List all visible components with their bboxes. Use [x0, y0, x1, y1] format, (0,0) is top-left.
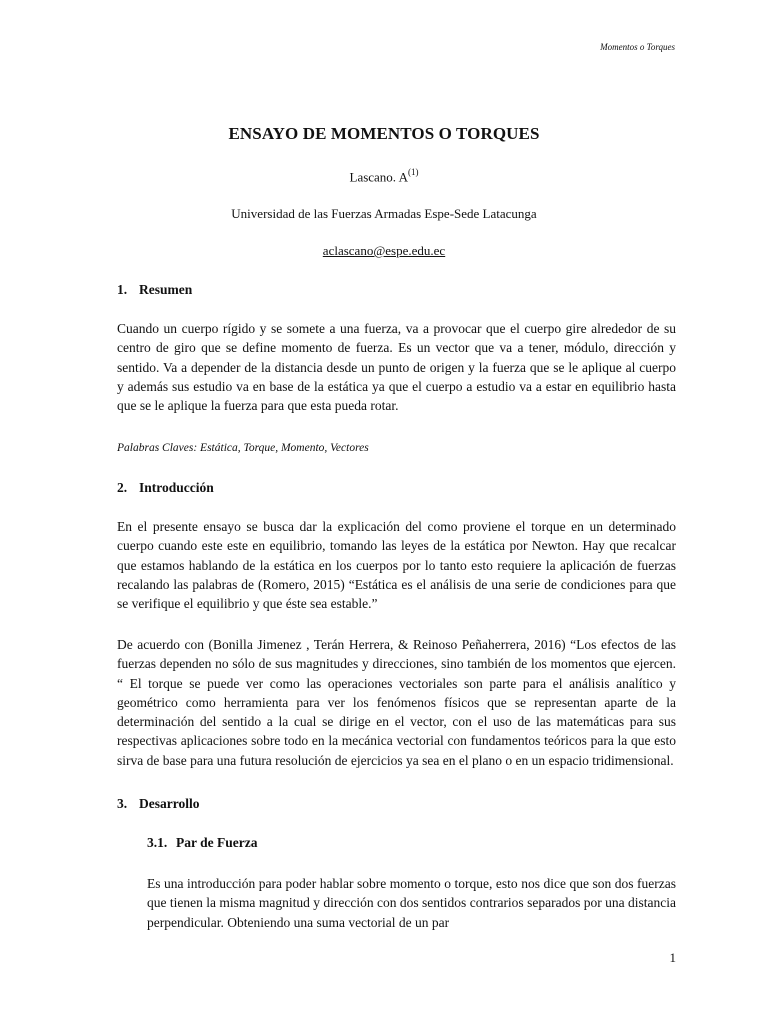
section-heading-desarrollo [117, 796, 200, 812]
section-title: Introducción [139, 480, 214, 495]
paper-title: ENSAYO DE MOMENTOS O TORQUES [228, 124, 540, 143]
author-name: Lascano. A [349, 169, 408, 185]
section-number: 1. [117, 282, 128, 297]
section-title: Desarrollo [139, 796, 200, 811]
running-header: Momentos o Torques [600, 42, 675, 52]
introduccion-paragraph-1: En el presente ensayo se busca dar la explicación del como proviene el torque en un determinado cuerpo cuando este este en equilibrio, tomando las leyes de la estática por Newton. Hay que recalcar que estamos hablando de la estática en los cuerpos por lo tanto esto requiere la aplicación de fuerzas recalando las palabras de (Romero, 2015) “Estática es el análisis de una serie de condiciones para que se verifique el equilibrio y que éste sea estable.” [117, 519, 676, 612]
par-de-fuerza-paragraph: Es una introducción para poder hablar sobre momento o torque, esto nos dice que son dos fuerzas que tienen la misma magnitud y dirección con dos sentidos contrarios separados por una distancia perpendicular. Obteniendo una suma vectorial de un par [147, 876, 676, 930]
section-title: Resumen [139, 282, 193, 297]
section-number: 2. [117, 480, 128, 495]
resumen-paragraph: Cuando un cuerpo rígido y se somete a una fuerza, va a provocar que el cuerpo gire alrededor de su centro de giro que se define momento de fuerza. Es un vector que va a tener, módulo, dirección y sentido. Va a depender de la distancia desde un punto de origen y la fuerza que se le aplique al cuerpo y además sus estudio va en base de la estática ya que el cuerpo a estudio va a estar en equilibrio hasta que se le aplique la fuerza para que esta pueda rotar. [117, 321, 676, 414]
section-heading-introduccion [117, 480, 214, 496]
section-heading-resumen [117, 282, 192, 298]
affiliation: Universidad de las Fuerzas Armadas Espe-Sede Latacunga [231, 206, 537, 221]
subsection-heading-par-de-fuerza [147, 835, 257, 851]
keywords-line: Palabras Claves: Estática, Torque, Momento, Vectores [117, 442, 369, 454]
author-email-link[interactable]: aclascano@espe.edu.ec [322, 243, 446, 258]
author-superscript: (1) [407, 167, 419, 177]
subsection-number: 3.1. [147, 835, 168, 850]
subsection-title: Par de Fuerza [176, 835, 258, 850]
introduccion-paragraph-2: De acuerdo con (Bonilla Jimenez , Terán Herrera, & Reinoso Peñaherrera, 2016) “Los efectos de las fuerzas dependen no sólo de sus magnitudes y direcciones, sino también de los momentos que ejercen. “ El torque se puede ver como las operaciones vectoriales son parte para el análisis analítico y geométrico como herramienta para ver los fenómenos físicos que se representan aparte de la determinación del sentido a la cual se dirige en el vector, con el uso de las matemáticas para sus respectivas aplicaciones sobre todo en la mecánica vectorial con fundamentos teóricos para la que esto sirva de base para una futura resolución de ejercicios ya sea en el plano o en un espacio tridimensional. [117, 637, 676, 768]
page-number: 1 [669, 950, 676, 965]
author-line [0, 168, 768, 185]
section-number: 3. [117, 796, 128, 811]
email-line [0, 243, 768, 259]
